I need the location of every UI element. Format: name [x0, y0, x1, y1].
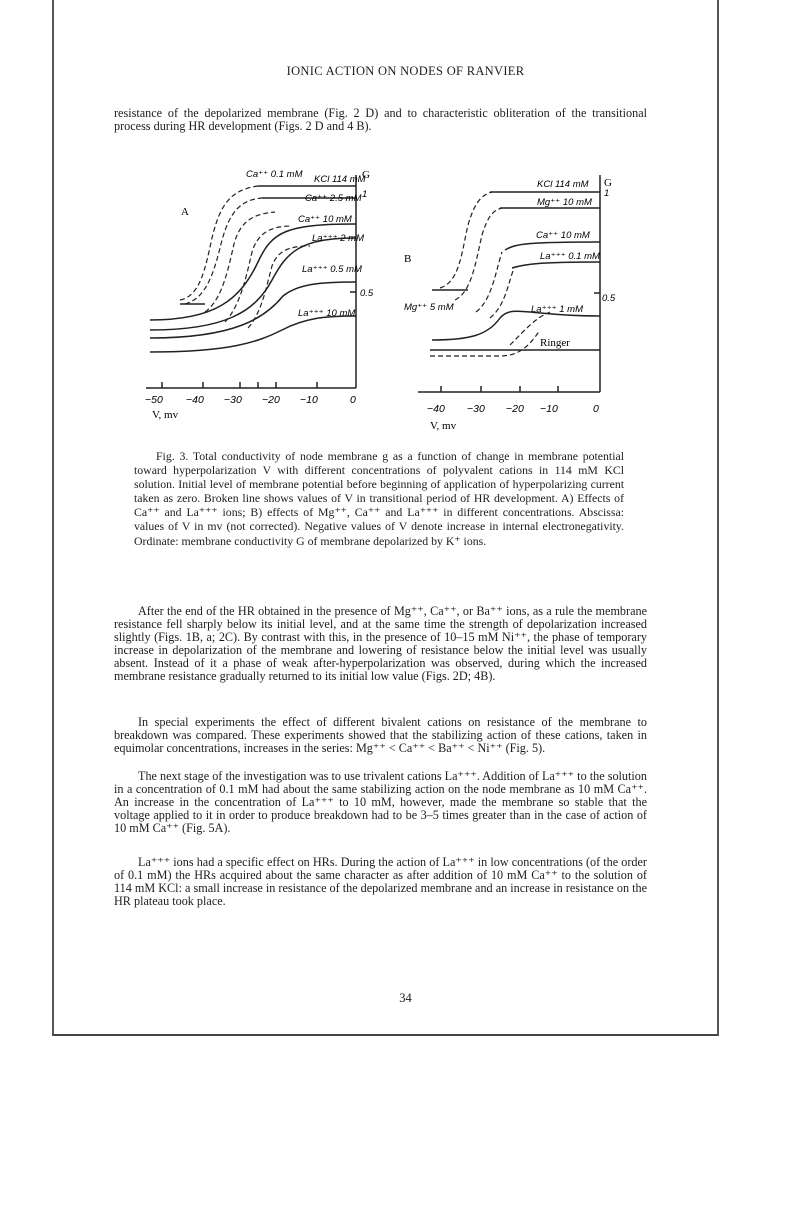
panel-b-tick-marks — [441, 386, 558, 392]
panel-b-curve-label-ca10: Ca⁺⁺ 10 mM — [536, 230, 590, 241]
panel-b-curve-label-mg5: Mg⁺⁺ 5 mM — [404, 302, 454, 313]
panel-a-curve-label-la10: La⁺⁺⁺ 10 mM — [298, 308, 356, 319]
panel-a-transition-dashes — [180, 186, 310, 328]
panel-a-ordinate-top-value: 1 — [362, 189, 368, 200]
body-paragraph: La⁺⁺⁺ ions had a specific effect on HRs. During the action of La⁺⁺⁺ in low concentrations (of the order of 0.1 mM) the HRs acquired about the same character as after addition of 10 mM Ca⁺⁺ to the solution of 114 mM KCl: a small increase in resistance of the depolarized membrane and an increase in resistance on the HR plateau took place. — [114, 855, 647, 908]
panel-a-tick-labels — [145, 394, 356, 406]
panel-b-tick-label: −20 — [506, 403, 524, 415]
panel-b-ordinate-top-value: 1 — [604, 188, 610, 199]
intro-paragraph: resistance of the depolarized membrane (Fig. 2 D) and to characteristic obliteration of the transitional process during HR development (Figs. 2 D and 4 B). — [114, 106, 647, 133]
body-paragraph: After the end of the HR obtained in the presence of Mg⁺⁺, Ca⁺⁺, or Ba⁺⁺ ions, as a rule the membrane resistance fell sharply below its initial level, and at the same time the strength of depolarization increased slightly (Figs. 1B, a; 2C). By contrast with this, in the presence of 10–15 mM Ni⁺⁺, the phase of temporary increase in depolarization of the membrane and lowering of resistance below the initial level was usually absent. Instead of it a phase of weak after-hyperpolarization was observed, during which the increased membrane resistance gradually returned to its initial low value (Figs. 2D; 4B). — [114, 604, 647, 683]
panel-a-ordinate-label: G — [362, 169, 370, 181]
panel-b-curve-label-la01: La⁺⁺⁺ 0.1 mM — [540, 251, 600, 262]
panel-a-curve-label-ca25: Ca⁺⁺ 2.5 mM — [305, 193, 362, 204]
panel-a-curve-label-kcl: KCl 114 mM — [314, 174, 366, 185]
panel-a-tick-marks — [162, 382, 317, 388]
panel-b-curve-ca10 — [505, 242, 600, 250]
panel-a-curve-label-la05: La⁺⁺⁺ 0.5 mM — [302, 264, 362, 275]
panel-b-abscissa-label: V, mv — [430, 420, 457, 432]
panel-b-curve-la01 — [512, 262, 600, 268]
panel-b-tick-labels — [427, 403, 599, 415]
panel-b-tick-label: −30 — [467, 403, 485, 415]
body-paragraph: In special experiments the effect of different bivalent cations on resistance of the membrane to breakdown was compared. These experiments showed that the stabilizing action of these cations, taken in equimolar concentrations, increases in the series: Mg⁺⁺ < Ca⁺⁺ < Ba⁺⁺ < Ni⁺⁺ (Fig. 5). — [114, 715, 647, 755]
panel-b-curve-label-la1: La⁺⁺⁺ 1 mM — [531, 304, 583, 315]
page-number: 34 — [399, 991, 412, 1005]
panel-a-curve-label-ca01: Ca⁺⁺ 0.1 mM — [246, 169, 303, 180]
panel-a-abscissa-label: V, mv — [152, 409, 179, 421]
body-paragraph: The next stage of the investigation was to use trivalent cations La⁺⁺⁺. Addition of La⁺⁺⁺ to the solution in a concentration of 0.1 mM had about the same stabilizing action on the node membrane as 10 mM Ca⁺⁺. An increase in the concentration of La⁺⁺⁺ to 10 mM, however, made the membrane so stable that the voltage applied to it in order to produce breakdown had to be 3–5 times greater than in the case of action of 10 mM Ca⁺⁺ (Fig. 5A). — [114, 769, 647, 835]
panel-b-tick-label: −40 — [427, 403, 445, 415]
panel-a-tick-label: −10 — [300, 394, 318, 406]
figure-3 — [0, 0, 811, 440]
panel-a-tick-label: −40 — [186, 394, 204, 406]
panel-b-curve-label-kcl: KCl 114 mM — [537, 179, 589, 190]
panel-a-curve-label-la2: La⁺⁺⁺ 2 mM — [312, 233, 364, 244]
panel-a-tick-label: 0 — [350, 394, 356, 406]
panel-a-tick-label: −20 — [262, 394, 280, 406]
panel-b-curve-la1 — [432, 311, 600, 340]
panel-a-ordinate-mid-value: 0.5 — [360, 288, 374, 299]
panel-b-tick-label: −10 — [540, 403, 558, 415]
panel-a-tick-label: −30 — [224, 394, 242, 406]
panel-b-curve-label-mg10: Mg⁺⁺ 10 mM — [537, 197, 592, 208]
panel-a-label: A — [181, 206, 189, 218]
panel-b-label: B — [404, 253, 412, 265]
panel-a — [146, 175, 356, 388]
figure-caption: Fig. 3. Total conductivity of node membrane g as a function of change in membrane potential toward hyperpolarization V with different concentrations of polyvalent cations in 114 mM KCl solution. Initial level of membrane potential before beginning of application of hyperpolarizing current taken as zero. Broken line shows values of V in transitional period of HR development. A) Effects of Ca⁺⁺ and La⁺⁺⁺ ions; B) effects of Mg⁺⁺, Ca⁺⁺ and La⁺⁺⁺ in different concentrations. Abscissa: values of V in mv (not corrected). Negative values of V denote increase in internal electronegativity. Ordinate: membrane conductivity G of membrane depolarized by K⁺ ions. — [134, 449, 624, 548]
panel-b-transition-dashes — [430, 192, 550, 356]
panel-a-tick-label: −50 — [145, 394, 163, 406]
panel-a-curve-label-ca10: Ca⁺⁺ 10 mM — [298, 214, 352, 225]
panel-b-ordinate-mid-value: 0.5 — [602, 293, 616, 304]
panel-b-ordinate-label: G — [604, 177, 612, 189]
panel-b-tick-label: 0 — [593, 403, 599, 415]
panel-b-curve-label-ringer: Ringer — [540, 337, 570, 349]
running-head: IONIC ACTION ON NODES OF RANVIER — [286, 64, 525, 78]
